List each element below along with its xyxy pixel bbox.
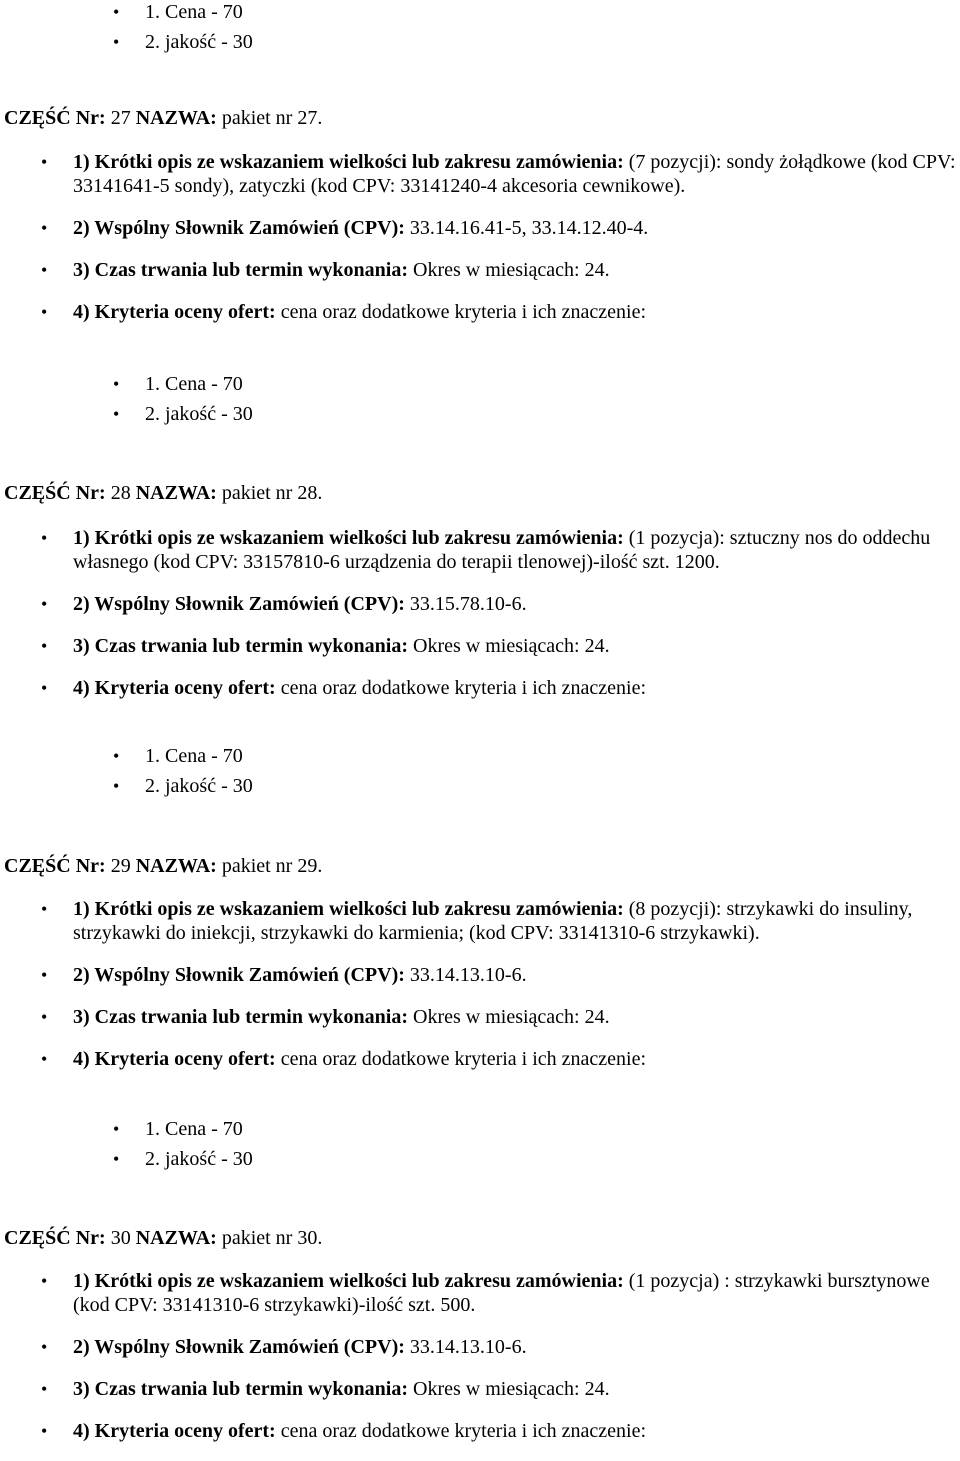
part-details-list [73,897,960,1089]
duration-label: 3) Czas trwania lub termin wykonania: [73,259,409,281]
description-label: 1) Krótki opis ze wskazaniem wielkości lub zakresu zamówienia: [73,527,624,549]
criteria-item: • 1. Cena - 70 [145,0,253,30]
part-name-label: NAZWA: [135,482,217,504]
duration-value: Okres w miesiącach: 24. [413,1378,610,1400]
criteria-list [145,1117,253,1177]
cpv-item [73,1335,960,1359]
cpv-value: 33.14.16.41-5, 33.14.12.40-4. [409,217,649,239]
part-name-label: NAZWA: [135,107,217,129]
cpv-label: 2) Wspólny Słownik Zamówień (CPV): [73,1336,405,1358]
criteria-label: 4) Kryteria oceny ofert: [73,1048,276,1070]
part-name-label: NAZWA: [135,855,217,877]
part-label: CZĘŚĆ [4,482,71,504]
criteria-label: 4) Kryteria oceny ofert: [73,1420,276,1442]
part-nr-label: Nr: [75,855,106,877]
criteria-item: • 1. Cena - 70 [145,1117,253,1147]
part-details-list [73,150,960,342]
cpv-item [73,592,960,616]
part-nr-label: Nr: [75,482,106,504]
criteria-item: • 2. jakość - 30 [145,774,253,804]
criteria-label: 4) Kryteria oceny ofert: [73,677,276,699]
part-heading [4,854,322,878]
part-heading [4,106,322,130]
duration-item [73,1005,960,1029]
duration-value: Okres w miesiącach: 24. [413,259,610,281]
cpv-label: 2) Wspólny Słownik Zamówień (CPV): [73,593,405,615]
cpv-label: 2) Wspólny Słownik Zamówień (CPV): [73,964,405,986]
cpv-value: 33.14.13.10-6. [409,964,527,986]
duration-label: 3) Czas trwania lub termin wykonania: [73,1378,409,1400]
part-name: pakiet nr 30. [221,1227,323,1249]
part-number: 28 [110,482,131,504]
duration-label: 3) Czas trwania lub termin wykonania: [73,1006,409,1028]
duration-value: Okres w miesiącach: 24. [413,635,610,657]
description-item [73,150,960,198]
criteria-text: cena oraz dodatkowe kryteria i ich znaczenie: [280,1420,647,1442]
part-name: pakiet nr 27. [221,107,323,129]
criteria-text: cena oraz dodatkowe kryteria i ich znaczenie: [280,301,647,323]
description-label: 1) Krótki opis ze wskazaniem wielkości lub zakresu zamówienia: [73,1270,624,1292]
criteria-list [145,0,253,60]
part-label: CZĘŚĆ [4,1227,71,1249]
description-text: (1 pozycja): sztuczny nos do oddechu własnego (kod CPV: 33157810-6 urządzenia do terapii tlenowej)-ilość szt. 1200. [73,527,931,573]
criteria-item: • 2. jakość - 30 [145,30,253,60]
criteria-list [145,372,253,432]
description-label: 1) Krótki opis ze wskazaniem wielkości lub zakresu zamówienia: [73,151,624,173]
part-nr-label: Nr: [75,107,106,129]
criteria-item: • 2. jakość - 30 [145,1147,253,1177]
duration-item [73,1377,960,1401]
description-text: (1 pozycja) : strzykawki bursztynowe (kod CPV: 33141310-6 strzykawki)-ilość szt. 500. [73,1270,930,1316]
part-label: CZĘŚĆ [4,107,71,129]
part-name-label: NAZWA: [135,1227,217,1249]
criteria-item-heading [73,300,960,324]
description-item [73,1269,960,1317]
part-name: pakiet nr 29. [221,855,323,877]
criteria-item: • 1. Cena - 70 [145,372,253,402]
part-heading [4,1226,322,1250]
criteria-item: • 2. jakość - 30 [145,402,253,432]
part-details-list [73,526,960,718]
criteria-text: cena oraz dodatkowe kryteria i ich znaczenie: [280,1048,647,1070]
description-item [73,526,960,574]
cpv-label: 2) Wspólny Słownik Zamówień (CPV): [73,217,405,239]
criteria-label: 4) Kryteria oceny ofert: [73,301,276,323]
part-label: CZĘŚĆ [4,855,71,877]
part-heading [4,481,322,505]
cpv-item [73,216,960,240]
part-number: 27 [110,107,131,129]
duration-label: 3) Czas trwania lub termin wykonania: [73,635,409,657]
part-nr-label: Nr: [75,1227,106,1249]
description-item [73,897,960,945]
duration-item [73,634,960,658]
criteria-item-heading [73,1047,960,1071]
criteria-list [145,744,253,804]
description-label: 1) Krótki opis ze wskazaniem wielkości lub zakresu zamówienia: [73,898,624,920]
criteria-item-heading [73,1419,960,1443]
description-text: (7 pozycji): sondy żołądkowe (kod CPV: 33141641-5 sondy), zatyczki (kod CPV: 33141240-4 akcesoria cewnikowe). [73,151,956,197]
cpv-value: 33.15.78.10-6. [409,593,527,615]
criteria-item: • 1. Cena - 70 [145,744,253,774]
cpv-item [73,963,960,987]
criteria-item-heading [73,676,960,700]
part-details-list [73,1269,960,1461]
part-number: 29 [110,855,131,877]
part-name: pakiet nr 28. [221,482,323,504]
description-text: (8 pozycji): strzykawki do insuliny, strzykawki do iniekcji, strzykawki do karmienia; (kod CPV: 33141310-6 strzykawki). [73,898,913,944]
part-number: 30 [110,1227,131,1249]
duration-value: Okres w miesiącach: 24. [413,1006,610,1028]
criteria-text: cena oraz dodatkowe kryteria i ich znaczenie: [280,677,647,699]
duration-item [73,258,960,282]
cpv-value: 33.14.13.10-6. [409,1336,527,1358]
